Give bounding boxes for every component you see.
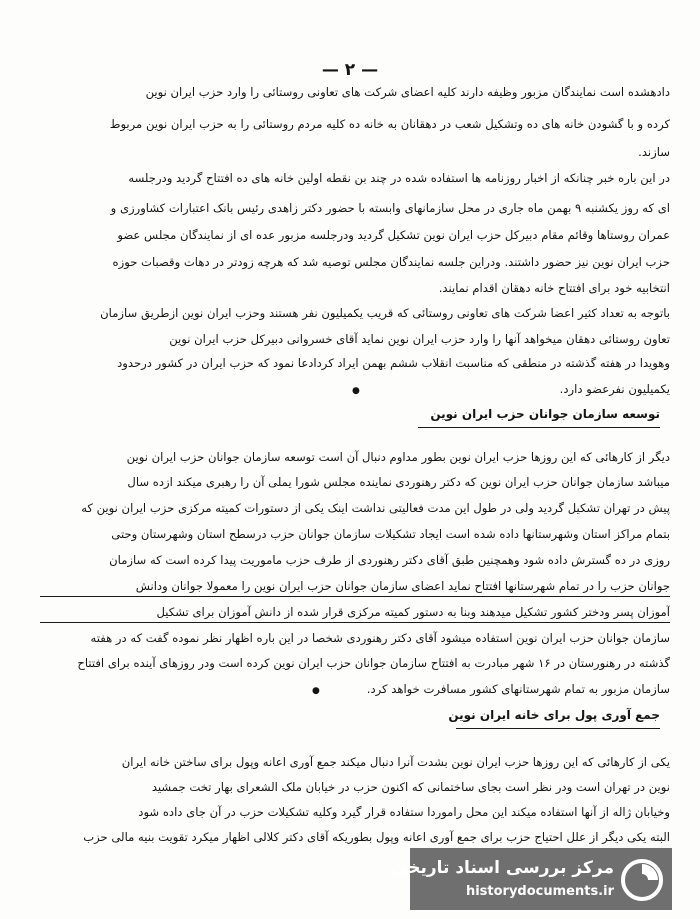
section-heading-fundraising: جمع آوری پول برای خانه ایران نوین <box>448 708 660 722</box>
section-heading-youth-organization: توسعه سازمان جوانان حزب ایران نوین <box>430 407 660 421</box>
handwritten-underline <box>40 596 670 597</box>
paragraph-2-line-1: در این باره خبر چنانکه از اخبار روزنامه ها استفاده شده در چند بن نقطه اولین خانه های ده افتتاح گردید ودرجلسه <box>128 171 670 185</box>
paragraph-3-line-3: وهویدا در هفته گذشته در منطقی که مناسبت انقلاب ششم بهمن ایراد کردادعا نمود که حزب ایران در کشور درحدود <box>117 356 670 370</box>
paragraph-3-line-4: یکمیلیون نفرعضو دارد. <box>559 382 670 396</box>
paragraph-4-line-8: سازمان جوانان حزب ایران نوین استفاده میشود آقای دکتر رهنوردی شخصا در این باره اظهار نظر نموده گفت که در هفته <box>90 631 670 645</box>
paragraph-2-line-3: عمران روستاها وقائم مقام دبیرکل حزب ایران نوین تشکیل گردید ودرجلسه مزبور عده ای از نمایندگان مجلس عضو <box>117 228 670 242</box>
paragraph-2-line-5: انتخابیه خود برای افتتاح خانه دهقان اقدام نمایند. <box>438 281 670 295</box>
page-number: — ۲ — <box>321 60 379 80</box>
paragraph-4-line-7: آموزان پسر ودختر کشور تشکیل میدهند وبنا به دستور کمیته مرکزی قرار شده از دانش آموزان برای تشکیل <box>156 605 670 619</box>
heading-underline <box>418 427 660 428</box>
paragraph-2-line-2: ای که روز یکشنبه ۹ بهمن ماه جاری در محل سازمانهای وابسته با حضور دکتر زاهدی رئیس بانک اعتبارات کشاورزی و <box>110 201 670 215</box>
paragraph-4-line-6: جوانان حزب را در تمام شهرستانها افتتاح نماید اعضای سازمان جوانان حزب ایران نوین را معمولا جوانان ودانش <box>135 579 670 593</box>
paragraph-4-line-4: بتمام مراکز استان وشهرستانها داده شده است ایجاد تشکیلات سازمان جوانان حزب درسطح استان وشهرستان وحتی <box>111 527 670 541</box>
paragraph-1-line-1: دادهشده است نمایندگان مزبور وظیفه دارند کلیه اعضای شرکت های تعاونی روستائی را وارد حزب ایران نوین <box>145 85 670 99</box>
paragraph-4-line-2: میباشد سازمان جوانان حزب ایران نوین که دکتر رهنوردی نماینده مجلس شورا یملی آن را رهبری میکند ازده سال <box>127 475 670 489</box>
archive-watermark-band <box>391 848 672 910</box>
paragraph-4-line-9: گذشته در رهنورستان در ۱۶ شهر مبادرت به افتتاح سازمان جوانان حزب ایران نوین کرده است ودر روزهای آینده برای افتتاح <box>77 656 670 670</box>
paragraph-5-line-3: وخیابان ژاله از آنها استفاده میکند این محل راموردا ستفاده قرار گیرد وکلیه تشکیلات حزب در آن جای داده شود <box>138 805 670 819</box>
archive-logo-icon <box>620 858 664 902</box>
handwritten-underline <box>40 622 670 623</box>
paragraph-5-line-4: البته یکی دیگر از علل احتیاج حزب برای جمع آوری اعانه وپول بطوریکه آقای دکتر کلالی اظهار میکرد تقویت بنیه مالی حزب <box>83 830 670 844</box>
bullet-mark: ● <box>352 386 360 396</box>
heading-underline <box>456 728 660 729</box>
paragraph-1-line-3: سازند. <box>638 145 670 159</box>
paragraph-3-line-1: باتوجه به تعداد کثیر اعضا شرکت های تعاونی روستائی که قریب یکمیلیون نفر هستند وحزب ایران نوین ازطریق سازمان <box>100 306 670 320</box>
paragraph-2-line-4: حزب ایران نوین نیز حضور داشتند. ودراین جلسه نمایندگان مجلس توصیه شد که هرچه زودتر در دهات وقصبات حوزه <box>112 255 670 269</box>
paragraph-4-line-5: روزی در ده گسترش داده شود وهمچنین طبق آقای دکتر رهنوردی از طرف حزب ماموریت پیدا کرده است که سازمان <box>109 553 670 567</box>
paragraph-4-line-3: پیش در تهران تشکیل گردید ولی در طول این مدت فعالیتی نداشت اینک یکی از دستورات کمیته مرکزی حزب ایران نوین که <box>81 501 670 515</box>
paragraph-5-line-2: نوین در تهران است ودر نظر است بجای ساختمانی که اکنون حزب در خیابان ملک الشعرای بهار تخت جمشید <box>151 780 670 794</box>
paragraph-4-line-1: دیگر از کارهائی که این روزها حزب ایران نوین بطور مداوم دنبال آن است توسعه سازمان جوانان حزب ایران نوین <box>126 450 670 464</box>
archive-name: مرکز بررسی اسناد تاریخی <box>391 858 614 878</box>
paragraph-1-line-2: کرده و با گشودن خانه های ده وتشکیل شعب در دهقانان به خانه ده کلیه مردم روستائی را به حزب ایران نوین مربوط <box>109 117 670 131</box>
bullet-mark: ● <box>312 686 320 696</box>
paragraph-4-line-10: سازمان مزبور به تمام شهرستانهای کشور مسافرت خواهد کرد. <box>366 682 670 696</box>
paragraph-5-line-1: یکی از کارهائی که این روزها حزب ایران نوین بشدت آنرا دنبال میکند جمع آوری اعانه وپول برای ساختن خانه ایران <box>121 755 670 769</box>
paragraph-3-line-2: تعاون روستائی دهقان میخواهد آنها را وارد حزب ایران نوین نماید آقای خسروانی دبیرکل حزب ایران نوین <box>169 332 670 346</box>
archive-url: historydocuments.ir <box>465 884 614 899</box>
